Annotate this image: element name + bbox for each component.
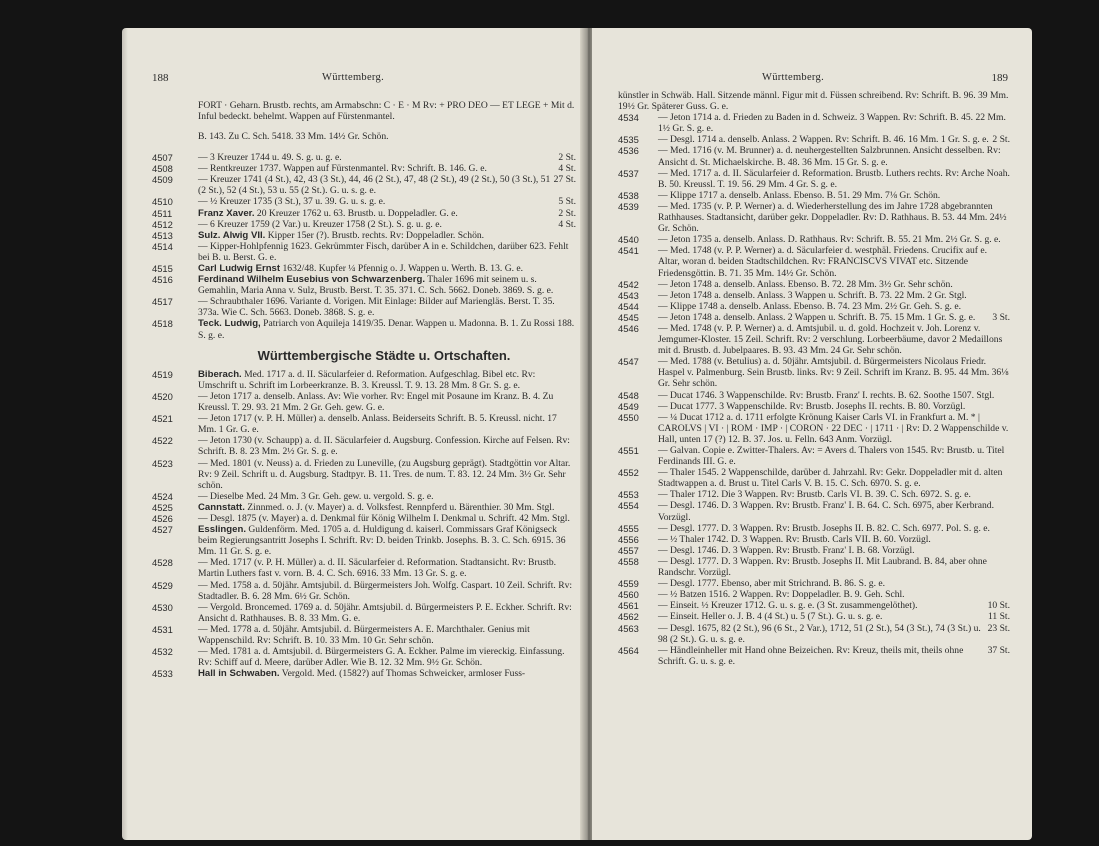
entry-text (658, 145, 1010, 167)
lot-number: 4564 (618, 644, 639, 656)
entry-text (658, 578, 1010, 589)
entry-body: — Med. 1778 a. d. 50jähr. Amtsjubil. d. Bürgermeisters A. E. Marchthaler. Genius mit Wappenschild. Rv: Schrift. B. 10. 33 Mm. 10 Gr. Sehr schön. (198, 623, 530, 646)
entry-text (198, 557, 576, 579)
lot-number: 4545 (618, 311, 639, 323)
lot-number: 4516 (152, 274, 173, 286)
entry-text (198, 513, 576, 524)
lot-number: 4538 (618, 189, 639, 201)
catalog-entry (152, 241, 576, 263)
lot-number: 4549 (618, 400, 639, 412)
catalog-entry (152, 152, 576, 163)
entry-body: — Desgl. 1675, 82 (2 St.), 96 (6 St., 2 Var.), 1712, 51 (2 St.), 54 (3 St.), 74 (3 St.) u. 98 (2 St.). G. u. s. g. e. (658, 622, 981, 645)
entry-body: — Jeton 1714 a. d. Frieden zu Baden in d. Schweiz. 3 Wappen. Rv: Schrift. B. 45. 22 Mm. 1½ Gr. S. g. e. (658, 112, 1006, 135)
piece-count: 10 St. (987, 600, 1010, 612)
catalog-entry (618, 556, 1010, 578)
catalog-entry (152, 391, 576, 413)
entry-heading: Teck. Ludwig, (198, 318, 261, 330)
entry-heading: Sulz. Alwig VII. (198, 229, 266, 241)
lot-number: 4560 (618, 589, 639, 601)
entry-text (658, 390, 1010, 401)
catalog-entry (618, 134, 1010, 145)
entry-text (198, 413, 576, 435)
lot-number: 4561 (618, 600, 639, 612)
entry-text (658, 534, 1010, 545)
catalog-entry (152, 413, 576, 435)
entry-body: — Med. 1735 (v. P. P. Werner) a. d. Wiederherstellung des im Jahre 1728 abgebrannten Rathhauses. Stadtansicht, darüber gekr. Doppeladler. Rv: D. Rathhaus. B. 53. 44 Mm. 24½ Gr. Schön. (658, 200, 1007, 235)
lot-number: 4518 (152, 318, 173, 330)
running-head-right: Württemberg. (762, 72, 825, 83)
running-head-left: Württemberg. (322, 72, 385, 83)
piece-count: 11 St. (987, 611, 1010, 623)
entry-text (198, 524, 576, 557)
catalog-entry (618, 523, 1010, 534)
catalog-entry (618, 301, 1010, 312)
entry-text (198, 458, 576, 491)
entry-body: — Desgl. 1777. D. 3 Wappen. Rv: Brustb. Josephs II. B. 82. C. Sch. 6977. Pol. S. g. e. (658, 522, 990, 534)
section-title: Württembergische Städte u. Ortschaften. (257, 347, 511, 363)
entry-text (658, 589, 1010, 600)
catalog-entry (152, 668, 576, 679)
entry-body: — Dieselbe Med. 24 Mm. 3 Gr. Geh. gew. u. vergold. S. g. e. (198, 490, 434, 502)
catalog-entry (152, 524, 576, 557)
entry-text (198, 196, 576, 207)
left-page (122, 28, 584, 840)
catalog-entry (618, 168, 1010, 190)
entry-text (198, 230, 576, 241)
catalog-entry (618, 500, 1010, 522)
entry-body: — Thaler 1712. Die 3 Wappen. Rv: Brustb. Carls VI. B. 39. C. Sch. 6972. S. g. e. (658, 489, 971, 501)
catalog-entry (152, 624, 576, 646)
entry-body: — Jeton 1717 a. denselb. Anlass. Av: Wie vorher. Rv: Engel mit Posaune im Kranz. B. 4. Zu Kreussl. T. 29. 93. 21 Mm. 2 Gr. Geh. gew. G. e. (198, 390, 554, 414)
catalog-entry (618, 390, 1010, 401)
entry-heading: Cannstatt. (198, 501, 245, 513)
entry-body: — Jeton 1717 (v. P. H. Müller) a. denselb. Anlass. Beiderseits Schrift. B. 5. Kreussl. nicht. 17 Mm. 1 Gr. G. e. (198, 413, 557, 436)
entry-body: — 3 Kreuzer 1744 u. 49. S. g. u. g. e. (198, 152, 342, 164)
entry-text (198, 502, 576, 513)
lot-number: 4527 (152, 524, 173, 536)
entry-text (658, 290, 1010, 301)
catalog-entry (618, 145, 1010, 167)
entry-body: — Galvan. Copie e. Zwitter-Thalers. Av: = Avers d. Thalers von 1545. Rv: Brustb. u. Titel Ferdinands III. G. e. (658, 445, 1005, 468)
lot-number: 4521 (152, 413, 173, 425)
left-column (152, 90, 576, 679)
entry-body: — Med. 1717 (v. P. H. Müller) a. d. II. Säcularfeier d. Reformation. Stadtansicht. Rv: Brustb. Martin Luthers fast v. vorn. B. 4. C. Sch. 6916. 33 Mm. 13 Gr. S. g. e. (198, 557, 557, 580)
piece-count: 4 St. (558, 163, 576, 175)
entry-body: — Klippe 1748 a. denselb. Anlass. Ebenso. B. 74. 23 Mm. 2½ Gr. Geh. S. g. e. (658, 300, 961, 312)
entry-list (152, 369, 576, 680)
lot-number: 4529 (152, 579, 173, 591)
entry-text (198, 163, 576, 174)
entry-text (198, 274, 576, 296)
catalog-entry (152, 646, 576, 668)
lot-number: 4553 (618, 489, 639, 501)
entry-text (658, 611, 1010, 622)
lot-number: 4540 (618, 234, 639, 246)
entry-body: — Ducat 1746. 3 Wappenschilde. Rv: Brustb. Franz' I. rechts. B. 62. Soothe 1507. Stgl. (658, 389, 995, 401)
entry-text (198, 435, 576, 457)
lot-number: 4547 (618, 356, 639, 368)
right-column (618, 90, 1010, 667)
page-number-left: 188 (152, 72, 169, 84)
lot-number: 4523 (152, 457, 173, 469)
entry-body: 1632/48. Kupfer ¼ Pfennig o. J. Wappen u. Werth. B. 13. G. e. (280, 263, 524, 274)
entry-body: Thaler 1696 mit seinem u. s. Gemahlin, Maria Anna v. Sulz, Brustb. Berst. T. 35. 371. C. Sch. 5662. Doneb. 3869. S. g. e. (198, 274, 554, 297)
catalog-entry (618, 611, 1010, 622)
catalog-entry (618, 534, 1010, 545)
intro-line: B. 143. Zu C. Sch. 5418. 33 Mm. 14½ Gr. Schön. (198, 131, 389, 143)
lot-number: 4514 (152, 240, 173, 252)
entry-body: — Vergold. Broncemed. 1769 a. d. 50jähr. Amtsjubil. d. Bürgermeisters P. E. Eckher. Schrift. Rv: Ansicht d. Rathhauses. B. 8. 33 Mm. G. e. (198, 601, 572, 624)
lot-number: 4558 (618, 555, 639, 567)
entry-body: — Med. 1748 (v. P. P. Werner) a. d. Amtsjubil. u. d. gold. Hochzeit v. Joh. Lorenz v. Jemgumer-Kloster. 15 Zeil. Schrift. Rv: 2 verschlung. Lorbeerbäume, davor 2 Medaillons mit d. Brustb. d. Jubelpaares. B. 93. 43 Mm. 24 Gr. Sehr schön. (658, 322, 1003, 357)
catalog-entry (152, 513, 576, 524)
entry-body: — Kreuzer 1741 (4 St.), 42, 43 (3 St.), 44, 46 (2 St.), 47, 48 (2 St.), 49 (2 St.), 50 (3 St.), 51 (2 St.), 52 (4 St.), 53 u. 55 (2 St.). G. u. s. g. e. (198, 174, 551, 197)
catalog-entry (618, 279, 1010, 290)
catalog-entry (152, 602, 576, 624)
intro-continuation: künstler in Schwäb. Hall. Sitzende männl. Figur mit d. Füssen schreibend. Rv: Schrift. B. 96. 39 Mm. 19½ Gr. Späterer Guss. G. e. (618, 90, 1009, 113)
entry-text (198, 174, 576, 196)
entry-body: — Schraubthaler 1696. Variante d. Vorigen. Mit Einlage: Bilder auf Mariengläs. Berst. T. 35. 373a. Wie C. Sch. 5663. Doneb. 3868. S. g. e. (198, 296, 555, 319)
intro-continuation (152, 100, 576, 143)
entry-body: — Desgl. 1714 a. denselb. Anlass. 2 Wappen. Rv: Schrift. B. 46. 16 Mm. 1 Gr. S. g. e. (658, 134, 989, 146)
entry-body: Vergold. Med. (1582?) auf Thomas Schweicker, armloser Fuss- (279, 668, 526, 680)
catalog-entry (618, 290, 1010, 301)
entry-list (152, 152, 576, 341)
entry-text (198, 152, 576, 163)
lot-number: 4544 (618, 300, 639, 312)
entry-body: — Jeton 1735 a. denselb. Anlass. D. Rathhaus. Rv: Schrift. B. 55. 21 Mm. 2½ Gr. S. g. e. (658, 234, 1001, 246)
lot-number: 4508 (152, 163, 173, 175)
catalog-entry (152, 296, 576, 318)
catalog-entry (152, 502, 576, 513)
lot-number: 4533 (152, 668, 173, 680)
lot-number: 4510 (152, 196, 173, 208)
entry-text (658, 556, 1010, 578)
catalog-entry (618, 545, 1010, 556)
lot-number: 4550 (618, 411, 639, 423)
entry-text (658, 190, 1010, 201)
lot-number: 4509 (152, 174, 173, 186)
lot-number: 4524 (152, 490, 173, 502)
entry-body: — Med. 1788 (v. Betulius) a. d. 50jähr. Amtsjubil. d. Bürgermeisters Nicolaus Friedr. Haspel v. Palmenburg. Sein Brustb. links. Rv: 9 Zeil. Schrift im Kranz. B. 95. 44 Mm. 36⅛ Gr. Sehr schön. (658, 356, 1009, 390)
lot-number: 4542 (618, 278, 639, 290)
catalog-entry (618, 600, 1010, 611)
catalog-entry (618, 589, 1010, 600)
entry-body: — Jeton 1748 a. denselb. Anlass. 3 Wappen u. Schrift. B. 73. 22 Mm. 2 Gr. Stgl. (658, 289, 967, 301)
entry-text (658, 523, 1010, 534)
entry-body: — Desgl. 1875 (v. Mayer) a. d. Denkmal für König Wilhelm I. Denkmal u. Schrift. 42 Mm. Stgl. (198, 512, 570, 524)
entry-text (658, 323, 1010, 356)
catalog-entry (618, 489, 1010, 500)
entry-text (658, 467, 1010, 489)
piece-count: 2 St. (992, 134, 1010, 146)
entry-body: — Jeton 1730 (v. Schaupp) a. d. II. Säcularfeier d. Augsburg. Confession. Kirche auf Felsen. Rv: Schrift. B. 8. 23 Mm. 2½ Gr. S. g. e. (198, 435, 570, 458)
lot-number: 4522 (152, 435, 173, 447)
catalog-entry (618, 356, 1010, 389)
entry-heading: Carl Ludwig Ernst (198, 263, 281, 274)
lot-number: 4562 (618, 611, 639, 623)
catalog-entry (618, 323, 1010, 356)
entry-text (658, 112, 1010, 134)
catalog-entry (152, 318, 576, 340)
entry-text (658, 134, 1010, 145)
lot-number: 4552 (618, 467, 639, 479)
entry-text (658, 401, 1010, 412)
entry-body: 20 Kreuzer 1762 u. 63. Brustb. u. Doppeladler. G. e. (254, 207, 458, 219)
entry-text (658, 234, 1010, 245)
entry-body: — ½ Thaler 1742. D. 3 Wappen. Rv: Brustb. Carls VII. B. 60. Vorzügl. (658, 533, 931, 545)
entry-heading: Biberach. (198, 368, 242, 380)
entry-body: — Kipper-Hohlpfennig 1623. Gekrümmter Fisch, darüber A in e. Schildchen, darüber 623. Fehlt bei B. u. Berst. G. e. (198, 240, 569, 263)
entry-text (198, 369, 576, 391)
catalog-entry (152, 274, 576, 296)
catalog-entry (618, 245, 1010, 278)
entry-text (198, 208, 576, 219)
lot-number: 4554 (618, 500, 639, 512)
entry-body: Zinnmed. o. J. (v. Mayer) a. d. Volksfest. Rennpferd u. Bärenthier. 30 Mm. Stgl. (244, 501, 555, 513)
lot-number: 4559 (618, 578, 639, 590)
lot-number: 4528 (152, 557, 173, 569)
entry-body: — Med. 1758 a. d. 50jähr. Amtsjubil. d. Bürgermeisters Joh. Wolfg. Caspart. 10 Zeil. Schrift. Rv: Stadtadler. B. 6. 28 Mm. 6½ Gr. Schön. (198, 579, 573, 602)
piece-count: 4 St. (558, 218, 576, 230)
entry-text (198, 296, 576, 318)
entry-body: — ½ Kreuzer 1735 (3 St.), 37 u. 39. G. u. s. g. e. (198, 196, 386, 208)
lot-number: 4513 (152, 229, 173, 241)
entry-text (198, 602, 576, 624)
entry-text (658, 301, 1010, 312)
piece-count: 2 St. (558, 207, 576, 219)
lot-number: 4537 (618, 167, 639, 179)
catalog-entry (152, 230, 576, 241)
lot-number: 4536 (618, 145, 639, 157)
entry-text (658, 600, 1010, 611)
catalog-entry (618, 112, 1010, 134)
entry-text (658, 445, 1010, 467)
catalog-entry (618, 467, 1010, 489)
lot-number: 4507 (152, 152, 173, 164)
catalog-entry (152, 435, 576, 457)
entry-text (658, 545, 1010, 556)
entry-body: Patriarch von Aquileja 1419/35. Denar. Wappen u. Madonna. B. 1. Zu Rossi 188. S. g. e. (198, 318, 575, 341)
entry-text (658, 168, 1010, 190)
catalog-entry (152, 369, 576, 391)
entry-heading: Hall in Schwaben. (198, 668, 280, 680)
lot-number: 4539 (618, 200, 639, 212)
entry-text (658, 489, 1010, 500)
piece-count: 3 St. (992, 311, 1010, 323)
catalog-entry (618, 645, 1010, 667)
lot-number: 4526 (152, 512, 173, 524)
entry-body: — 6 Kreuzer 1759 (2 Var.) u. Kreuzer 1758 (2 St.). S. g. u. g. e. (198, 218, 442, 230)
entry-list (618, 112, 1010, 667)
catalog-entry (152, 163, 576, 174)
catalog-entry (618, 312, 1010, 323)
catalog-entry (618, 190, 1010, 201)
entry-body: — Ducat 1777. 3 Wappenschilde. Rv: Brustb. Josephs II. rechts. B. 80. Vorzügl. (658, 400, 966, 412)
lot-number: 4530 (152, 601, 173, 613)
lot-number: 4548 (618, 389, 639, 401)
catalog-entry (618, 401, 1010, 412)
piece-count: 5 St. (558, 196, 576, 208)
entry-text (658, 312, 1010, 323)
entry-body: — Med. 1748 (v. P. P. Werner) a. d. Säcularfeier d. westphäl. Friedens. Crucifix auf e. Altar, woran d. beiden Stadtschildchen. Rv: FRANCISCVS VIVAT etc. Sitzende Friedensgöttin. B. 71. 35 Mm. 14½ Gr. Schön. (658, 245, 988, 279)
catalog-entry (618, 201, 1010, 234)
lot-number: 4517 (152, 296, 173, 308)
right-page (592, 28, 1032, 840)
entry-text (658, 245, 1010, 278)
lot-number: 4534 (618, 112, 639, 124)
lot-number: 4515 (152, 263, 173, 274)
entry-text (658, 623, 1010, 645)
entry-text (198, 646, 576, 668)
catalog-entry (152, 458, 576, 491)
entry-body: — Med. 1801 (v. Neuss) a. d. Frieden zu Luneville, (zu Augsburg geprägt). Stadtgöttin vor Altar. Rv: 9 Zeil. Schrift u. d. Augsburg. Stadtpyr. B. 11. Tres. de num. T. 83. 12. 24 Mm. 3½ Gr. Sehr schön. (198, 457, 571, 491)
lot-number: 4525 (152, 501, 173, 513)
entry-text (198, 219, 576, 230)
entry-body: — Jeton 1748 a. denselb. Anlass. Ebenso. B. 72. 28 Mm. 3½ Gr. Sehr schön. (658, 278, 953, 290)
intro-line: FORT · Geharn. Brustb. rechts, am Armabschn: C · E · M Rv: + PRO DEO — ET LEGE + Mit d. Inful bedeckt. behelmt. Wappen auf Fürstenmantel. (198, 99, 575, 122)
entry-text (198, 668, 576, 679)
entry-heading: Franz Xaver. (198, 207, 255, 219)
entry-body: Med. 1717 a. d. II. Säcularfeier d. Reformation. Aufgeschlag. Bibel etc. Rv: Umschrift u. Schrift im Lorbeerkranze. B. 3. Kreussl. T. 9. 13. 28 Mm. 8 Gr. S. g. e. (198, 368, 536, 391)
catalog-entry (152, 196, 576, 207)
entry-body: — Desgl. 1777. Ebenso, aber mit Strichrand. B. 86. S. g. e. (658, 578, 886, 590)
lot-number: 4546 (618, 322, 639, 334)
lot-number: 4563 (618, 622, 639, 634)
lot-number: 4543 (618, 289, 639, 301)
entry-text (198, 318, 576, 340)
piece-count: 2 St. (558, 152, 576, 164)
lot-number: 4511 (152, 207, 173, 219)
entry-text (658, 412, 1010, 445)
entry-body: — Thaler 1545. 2 Wappenschilde, darüber d. Jahrzahl. Rv: Gekr. Doppeladler mit d. alten Stadtwappen a. d. Brust u. Titel Carls V. B. 15. C. Sch. 6970. S. g. e. (658, 467, 1003, 490)
lot-number: 4519 (152, 368, 173, 380)
entry-body: — Einseit. ½ Kreuzer 1712. G. u. s. g. e. (3 St. zusammengelöthet). (658, 600, 918, 612)
lot-number: 4512 (152, 218, 173, 230)
lot-number: 4531 (152, 623, 173, 635)
catalog-entry (618, 578, 1010, 589)
page-edge-shadow (122, 28, 128, 840)
catalog-entry (618, 234, 1010, 245)
catalog-entry (618, 412, 1010, 445)
entry-body: — Desgl. 1746. D. 3 Wappen. Rv: Brustb. Franz' I. B. 68. Vorzügl. (658, 544, 915, 556)
entry-text (658, 356, 1010, 389)
entry-body: — Rentkreuzer 1737. Wappen auf Fürstenmantel. Rv: Schrift. B. 146. G. e. (198, 163, 487, 175)
entry-body: Guldenförm. Med. 1705 a. d. Huldigung d. kaiserl. Commissars Graf Königseck beim Regierungsantritt Josephs I. Schrift. Rv: D. beiden Trinkb. Josephs. B. 3. C. Sch. 6915. 36 Mm. 11 Gr. S. g. e. (198, 524, 566, 558)
lot-number: 4532 (152, 646, 173, 658)
entry-body: — Desgl. 1746. D. 3 Wappen. Rv: Brustb. Franz' I. B. 64. C. Sch. 6975, aber Kerbrand. Vorzügl. (658, 500, 994, 523)
entry-text (658, 645, 1010, 667)
entry-text (198, 580, 576, 602)
catalog-entry (618, 623, 1010, 645)
catalog-entry (152, 557, 576, 579)
entry-heading: Ferdinand Wilhelm Eusebius von Schwarzenberg. (198, 274, 426, 286)
lot-number: 4557 (618, 544, 639, 556)
entry-body: — Klippe 1717 a. denselb. Anlass. Ebenso. B. 51. 29 Mm. 7⅛ Gr. Schön. (658, 189, 941, 201)
entry-body: — Jeton 1748 a. denselb. Anlass. 2 Wappen u. Schrift. B. 75. 15 Mm. 1 Gr. S. g. e. (658, 311, 976, 323)
piece-count: 27 St. (553, 174, 576, 186)
piece-count: 23 St. (987, 622, 1010, 634)
piece-count: 37 St. (987, 644, 1010, 656)
entry-body: — Desgl. 1777. D. 3 Wappen. Rv: Brustb. Josephs II. Mit Laubrand. B. 84, aber ohne Randschr. Vorzügl. (658, 555, 987, 579)
entry-body: — Einseit. Heller o. J. B. 4 (4 St.) u. 5 (7 St.). G. u. s. g. e. (658, 611, 883, 623)
lot-number: 4551 (618, 445, 639, 456)
catalog-entry (152, 580, 576, 602)
entry-text (658, 279, 1010, 290)
page-number-right: 189 (991, 72, 1008, 84)
lot-number: 4556 (618, 533, 639, 545)
catalog-entry (152, 174, 576, 196)
entry-text (198, 391, 576, 413)
lot-number: 4555 (618, 522, 639, 534)
entry-text (658, 201, 1010, 234)
entry-body: — ¼ Ducat 1712 a. d. 1711 erfolgte Krönung Kaiser Carls VI. in Frankfurt a. M. * | CAROLVS | VI · | ROM · IMP · | CORON · 22 DEC · | 1711 · | Rv: D. 2 Wappenschilde v. Hall, unten 17 (?) 12. B. 37. Jos. u. Felln. 643 Anm. Vorzügl. (658, 411, 1009, 445)
catalog-entry (152, 219, 576, 230)
catalog-entry (618, 445, 1010, 467)
entry-text (198, 263, 576, 274)
lot-number: 4535 (618, 134, 639, 146)
entry-body: — Händleinheller mit Hand ohne Beizeichen. Rv: Kreuz, theils mit, theils ohne Schrift. G. u. s. g. e. (658, 644, 964, 667)
entry-heading: Esslingen. (198, 524, 246, 536)
entry-text (198, 624, 576, 646)
catalog-entry (152, 491, 576, 502)
entry-body: — ½ Batzen 1516. 2 Wappen. Rv: Doppeladler. B. 9. Geh. Schl. (658, 589, 905, 601)
entry-text (198, 241, 576, 263)
entry-body: — Med. 1717 a. d. II. Säcularfeier d. Reformation. Brustb. Luthers rechts. Rv: Arche Noah. B. 50. Kreussl. T. 19. 56. 29 Mm. 4 Gr. S. g. e. (658, 167, 1010, 190)
catalog-entry (152, 263, 576, 274)
entry-text (198, 491, 576, 502)
entry-body: — Med. 1716 (v. M. Brunner) a. d. neuhergestellten Salzbrunnen. Ansicht desselben. Rv: Ansicht d. St. Michaelskirche. B. 48. 36 Mm. 15 Gr. S. g. e. (658, 145, 1001, 168)
entry-body: Kipper 15er (?). Brustb. rechts. Rv: Doppeladler. Schön. (265, 229, 485, 241)
lot-number: 4520 (152, 390, 173, 402)
catalog-entry (152, 208, 576, 219)
lot-number: 4541 (618, 245, 639, 257)
entry-body: — Med. 1781 a. d. Amtsjubil. d. Bürgermeisters G. A. Eckher. Palme im viereckig. Einfassung. Rv: Schiff auf d. Meere, darüber Adler. Wie B. 12. 32 Mm. 9½ Gr. Schön. (198, 646, 565, 669)
entry-text (658, 500, 1010, 522)
